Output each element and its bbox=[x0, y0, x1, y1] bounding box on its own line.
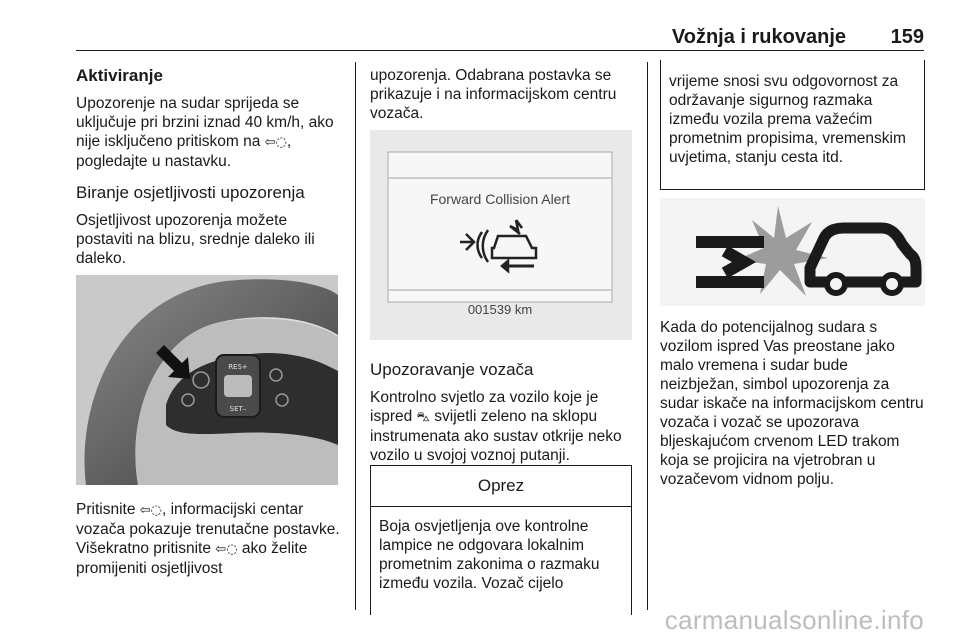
steering-wheel-image bbox=[76, 275, 338, 485]
paragraph-press: Pritisnite ⇦◌, informacijski centar vozača pokazuje trenutačne postavke. Višekratno pritisnite ⇦◌ ako želite promijeniti osjetljivost bbox=[76, 501, 340, 577]
caution-box-continued bbox=[660, 60, 925, 190]
column-1 bbox=[76, 66, 344, 268]
chapter-title: Vožnja i rukovanje bbox=[671, 26, 846, 48]
paragraph-collision: Kada do potencijalnog sudara s vozilom ispred Vas preostane jako malo vremena i sudar bude neizbježan, simbol upozorenja za sudar iskače na informacijskom centru vozača i vozač se upozorava bljeskajućom crvenom LED trakom koja se projicira na vjetrobran u vozačevom vidnom polju. bbox=[660, 319, 924, 488]
caution-text: Boja osvjetljenja ove kontrolne lampice ne odgovara lokalnim prometnim zakonima o razmaku između vozila. Vozač cijelo bbox=[379, 518, 600, 592]
steering-wheel-drawing bbox=[76, 275, 338, 485]
collision-drawing bbox=[660, 198, 925, 306]
set-button-label: SET– bbox=[229, 405, 247, 413]
column-2 bbox=[370, 66, 636, 123]
display-odometer: 001539 km bbox=[467, 302, 533, 317]
display-title: Forward Collision Alert bbox=[429, 191, 571, 207]
column-3-lower bbox=[660, 318, 925, 489]
caution-box bbox=[370, 465, 632, 615]
column-divider-2 bbox=[647, 62, 648, 610]
collision-graphic bbox=[660, 198, 925, 306]
vehicle-ahead-icon: ⛍ bbox=[416, 410, 430, 425]
page-header bbox=[76, 26, 924, 48]
heading-driver-alert: Upozoravanje vozača bbox=[370, 360, 534, 379]
watermark: carmanualsonline.info bbox=[664, 605, 924, 635]
paragraph-continue: upozorenja. Odabrana postavka se prikazuje i na informacijskom centru vozača. bbox=[370, 67, 617, 122]
follow-distance-icon: ⇦◌ bbox=[264, 135, 287, 150]
paragraph-driver-alert: Kontrolno svjetlo za vozilo koje je ispred ⛍ svijetli zeleno na sklopu instrumenata ako sustav otkrije neko vozilo u svojoj voznoj putanji. bbox=[370, 389, 622, 464]
column-1-lower bbox=[76, 500, 344, 578]
paragraph-activation: Upozorenje na sudar sprijeda se uključuje pri brzini iznad 40 km/h, ako nije isključeno pritiskom na ⇦◌, pogledajte u nastavku. bbox=[76, 95, 334, 170]
follow-distance-icon: ⇦◌ bbox=[215, 542, 238, 557]
column-2-lower bbox=[370, 360, 636, 465]
header-divider bbox=[76, 50, 924, 51]
caution-heading: Oprez bbox=[371, 466, 631, 507]
column-divider-1 bbox=[355, 62, 356, 610]
res-button-label: RES+ bbox=[228, 363, 248, 371]
paragraph-sensitivity: Osjetljivost upozorenja možete postaviti na blizu, srednje daleko ili daleko. bbox=[76, 212, 315, 267]
follow-distance-icon: ⇦◌ bbox=[139, 503, 162, 518]
driver-info-display-image bbox=[370, 130, 632, 340]
heading-sensitivity: Biranje osjetljivosti upozorenja bbox=[76, 183, 305, 202]
display-drawing bbox=[370, 130, 632, 340]
heading-activation: Aktiviranje bbox=[76, 66, 163, 85]
caution-text-continued: vrijeme snosi svu odgovornost za održavanje sigurnog razmaka između vozila prema važećim prometnim propisima, vremenskim uvjetima, stanju cesta itd. bbox=[669, 73, 906, 166]
page-number: 159 bbox=[890, 26, 924, 48]
